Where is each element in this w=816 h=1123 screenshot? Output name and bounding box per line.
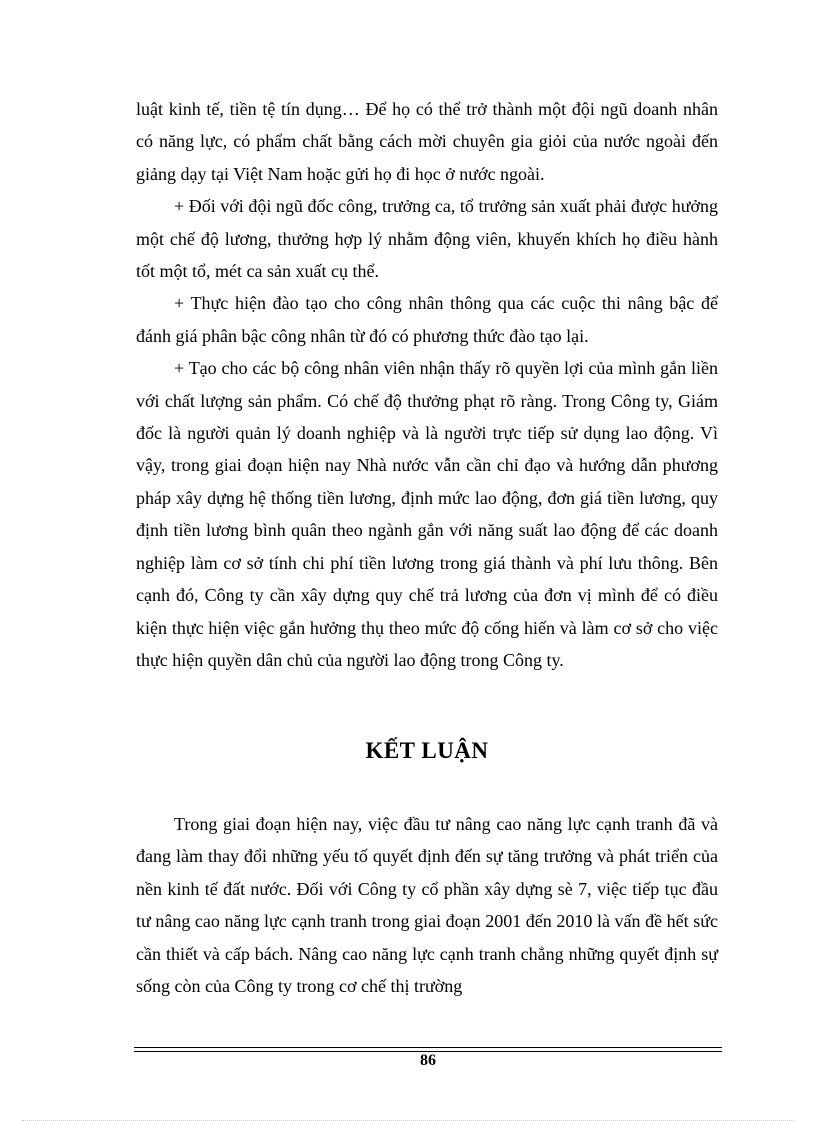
paragraph: + Đối với đội ngũ đốc công, trưởng ca, tổ trưởng sản xuất phải được hưởng một chế độ lương, thưởng hợp lý nhằm động viên, khuyến khích họ điều hành tốt một tổ, mét ca sản xuất cụ thể. [136,196,718,282]
body-text [136,93,718,676]
paragraph: + Tạo cho các bộ công nhân viên nhận thấy rõ quyền lợi của mình gắn liền với chất lượng sản phẩm. Có chế độ thưởng phạt rõ ràng. Trong Công ty, Giám đốc là người quản lý doanh nghiệp và là người trực tiếp sử dụng lao động. Vì vậy, trong giai đoạn hiện nay Nhà nước vẫn cần chỉ đạo và hướng dẫn phương pháp xây dựng hệ thống tiền lương, định mức lao động, đơn giá tiền lương, quy định tiền lương bình quân theo ngành gắn với năng suất lao động để các doanh nghiệp làm cơ sở tính chi phí tiền lương trong giá thành và phí lưu thông. Bên cạnh đó, Công ty cần xây dựng quy chế trả lương của đơn vị mình để có điều kiện thực hiện việc gắn hưởng thụ theo mức độ cống hiến và làm cơ sở cho việc thực hiện quyền dân chủ của người lao động trong Công ty. [136,358,718,670]
conclusion-text [136,808,718,1002]
section-heading: KẾT LUẬN [365,738,489,763]
paragraph: Trong giai đoạn hiện nay, việc đầu tư nâng cao năng lực cạnh tranh đã và đang làm thay đổi những yếu tố quyết định đến sự tăng trưởng và phát triển của nền kinh tế đất nước. Đối với Công ty cổ phần xây dựng sè 7, việc tiếp tục đầu tư nâng cao năng lực cạnh tranh trong giai đoạn 2001 đến 2010 là vấn đề hết sức cần thiết và cấp bách. Nâng cao năng lực cạnh tranh chẳng những quyết định sự sống còn của Công ty trong cơ chế thị trường [136,814,718,997]
page-number: 86 [420,1052,436,1069]
paragraph: + Thực hiện đào tạo cho công nhân thông qua các cuộc thi nâng bậc để đánh giá phân bậc công nhân từ đó có phương thức đào tạo lại. [136,293,718,346]
paragraph: luật kinh tế, tiền tệ tín dụng… Để họ có thể trở thành một đội ngũ doanh nhân có năng lực, có phẩm chất bằng cách mời chuyên gia giỏi của nước ngoài đến giảng dạy tại Việt Nam hoặc gửi họ đi học ở nước ngoài. [136,99,718,184]
page-edge-divider [22,1120,794,1121]
